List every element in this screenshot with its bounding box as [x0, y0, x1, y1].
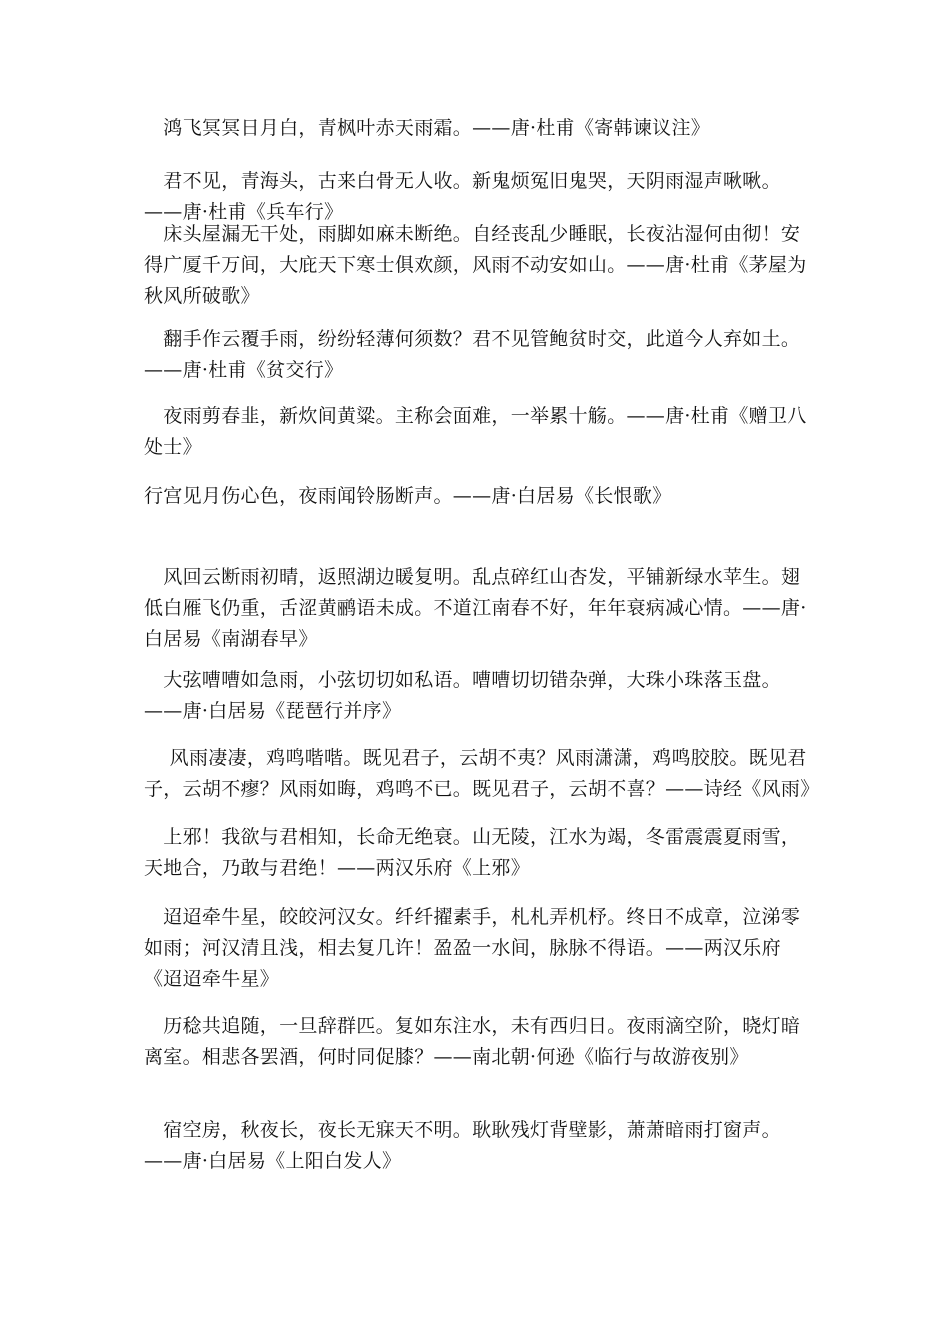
poem-paragraph: 上邪！我欲与君相知，长命无绝衰。山无陵，江水为竭，冬雷震震夏雨雪，天地合，乃敢与君绝！——两汉乐府《上邪》 [144, 826, 801, 879]
poem-paragraph: 君不见，青海头，古来白骨无人收。新鬼烦冤旧鬼哭，天阴雨湿声啾啾。——唐·杜甫《兵车行》 [144, 170, 781, 223]
poem-paragraph: 鸿飞冥冥日月白，青枫叶赤天雨霜。——唐·杜甫《寄韩谏议注》 [144, 117, 711, 139]
poem-paragraph: 床头屋漏无干处，雨脚如麻未断绝。自经丧乱少睡眠，长夜沾湿何由彻！安得广厦千万间，大庇天下寒士俱欢颜，风雨不动安如山。——唐·杜甫《茅屋为秋风所破歌》 [144, 223, 807, 307]
poem-paragraph: 风雨凄凄，鸡鸣喈喈。既见君子，云胡不夷？风雨潇潇，鸡鸣胶胶。既见君子，云胡不瘳？风雨如晦，鸡鸣不已。既见君子，云胡不喜？——诗经《风雨》 [144, 747, 820, 800]
poem-paragraph: 行宫见月伤心色，夜雨闻铃肠断声。——唐·白居易《长恨歌》 [144, 485, 672, 507]
poem-paragraph: 夜雨剪春韭，新炊间黄粱。主称会面难，一举累十觞。——唐·杜甫《赠卫八处士》 [144, 405, 807, 458]
poem-paragraph: 宿空房，秋夜长，夜长无寐天不明。耿耿残灯背壁影，萧萧暗雨打窗声。——唐·白居易《上阳白发人》 [144, 1119, 781, 1172]
poem-paragraph: 历稔共追随，一旦辞群匹。复如东注水，未有西归日。夜雨滴空阶，晓灯暗离室。相悲各罢酒，何时同促膝？——南北朝·何逊《临行与故游夜别》 [144, 1015, 801, 1068]
poem-paragraph: 风回云断雨初晴，返照湖边暖复明。乱点碎红山杏发，平铺新绿水苹生。翅低白雁飞仍重，舌涩黄鹂语未成。不道江南春不好，年年衰病减心情。——唐·白居易《南湖春早》 [144, 566, 807, 650]
poem-paragraph: 迢迢牵牛星，皎皎河汉女。纤纤擢素手，札札弄机杼。终日不成章，泣涕零如雨；河汉清且浅，相去复几许！盈盈一水间，脉脉不得语。——两汉乐府《迢迢牵牛星》 [144, 906, 801, 990]
poem-paragraph: 翻手作云覆手雨，纷纷轻薄何须数？君不见管鲍贫时交，此道今人弃如土。——唐·杜甫《贫交行》 [144, 328, 801, 381]
poem-paragraph: 大弦嘈嘈如急雨，小弦切切如私语。嘈嘈切切错杂弹，大珠小珠落玉盘。——唐·白居易《琵琶行并序》 [144, 669, 781, 722]
